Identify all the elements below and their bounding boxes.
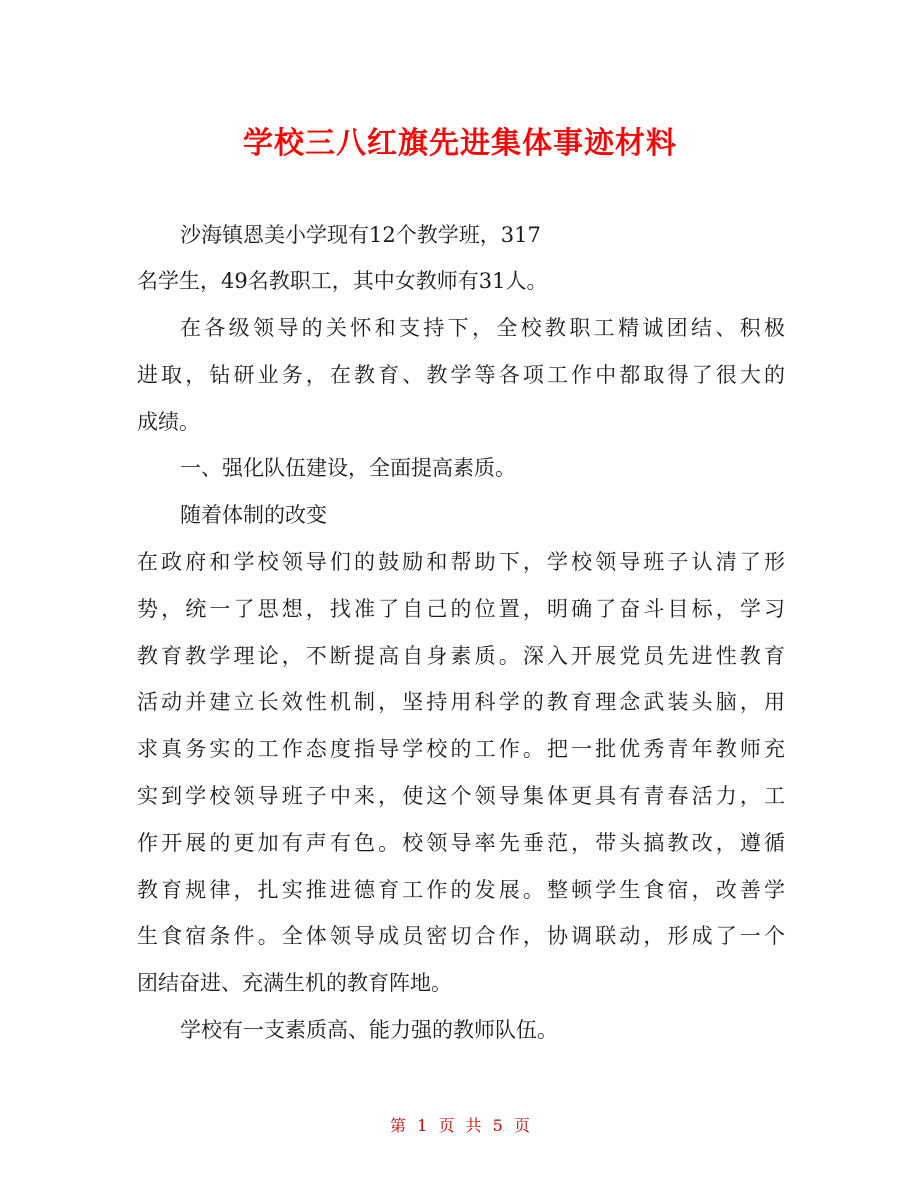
footer-suffix: 页 xyxy=(513,1116,530,1135)
section-heading-1: 一、强化队伍建设，全面提高素质。 xyxy=(180,456,516,480)
paragraph-4-line-7: 作开展的更加有声有色。校领导率先垂范，带头搞教改，遵循 xyxy=(137,831,785,855)
paragraph-4-line-8: 教育规律，扎实推进德育工作的发展。整顿学生食宿，改善学 xyxy=(137,878,785,902)
page-footer xyxy=(0,1113,920,1136)
paragraph-5: 学校有一支素质高、能力强的教师队伍。 xyxy=(180,1018,558,1042)
paragraph-4-line-9: 生食宿条件。全体领导成员密切合作，协调联动，形成了一个 xyxy=(137,924,785,948)
footer-prefix: 第 xyxy=(390,1116,407,1135)
paragraph-4-line-3: 教育教学理论，不断提高自身素质。深入开展党员先进性教育 xyxy=(137,644,785,668)
paragraph-2-line-1: 在各级领导的关怀和支持下，全校教职工精诚团结、积极 xyxy=(180,316,785,340)
page-title: 学校三八红旗先进集体事迹材料 xyxy=(243,126,677,161)
footer-page-word: 页 xyxy=(438,1116,455,1135)
paragraph-4-line-1: 在政府和学校领导们的鼓励和帮助下，学校领导班子认清了形 xyxy=(137,550,785,574)
paragraph-1-line-1: 沙海镇恩美小学现有12个教学班，317 xyxy=(180,223,541,247)
paragraph-1-line-2: 名学生，49名教职工，其中女教师有31人。 xyxy=(137,269,548,293)
paragraph-4-line-4: 活动并建立长效性机制，坚持用科学的教育理念武装头脑，用 xyxy=(137,690,785,714)
footer-current-page: 1 xyxy=(417,1116,428,1135)
paragraph-4-line-10: 团结奋进、充满生机的教育阵地。 xyxy=(137,971,452,995)
paragraph-4-line-5: 求真务实的工作态度指导学校的工作。把一批优秀青年教师充 xyxy=(137,737,785,761)
footer-total-pages: 5 xyxy=(492,1116,503,1135)
footer-total-word: 共 xyxy=(465,1116,482,1135)
paragraph-4-line-6: 实到学校领导班子中来，使这个领导集体更具有青春活力，工 xyxy=(137,784,785,808)
paragraph-2-line-2: 进取，钻研业务，在教育、教学等各项工作中都取得了很大的 xyxy=(137,363,785,387)
paragraph-4-line-2: 势，统一了思想，找准了自己的位置，明确了奋斗目标，学习 xyxy=(137,597,785,621)
paragraph-2-line-3: 成绩。 xyxy=(137,410,200,434)
paragraph-3: 随着体制的改变 xyxy=(180,503,327,527)
